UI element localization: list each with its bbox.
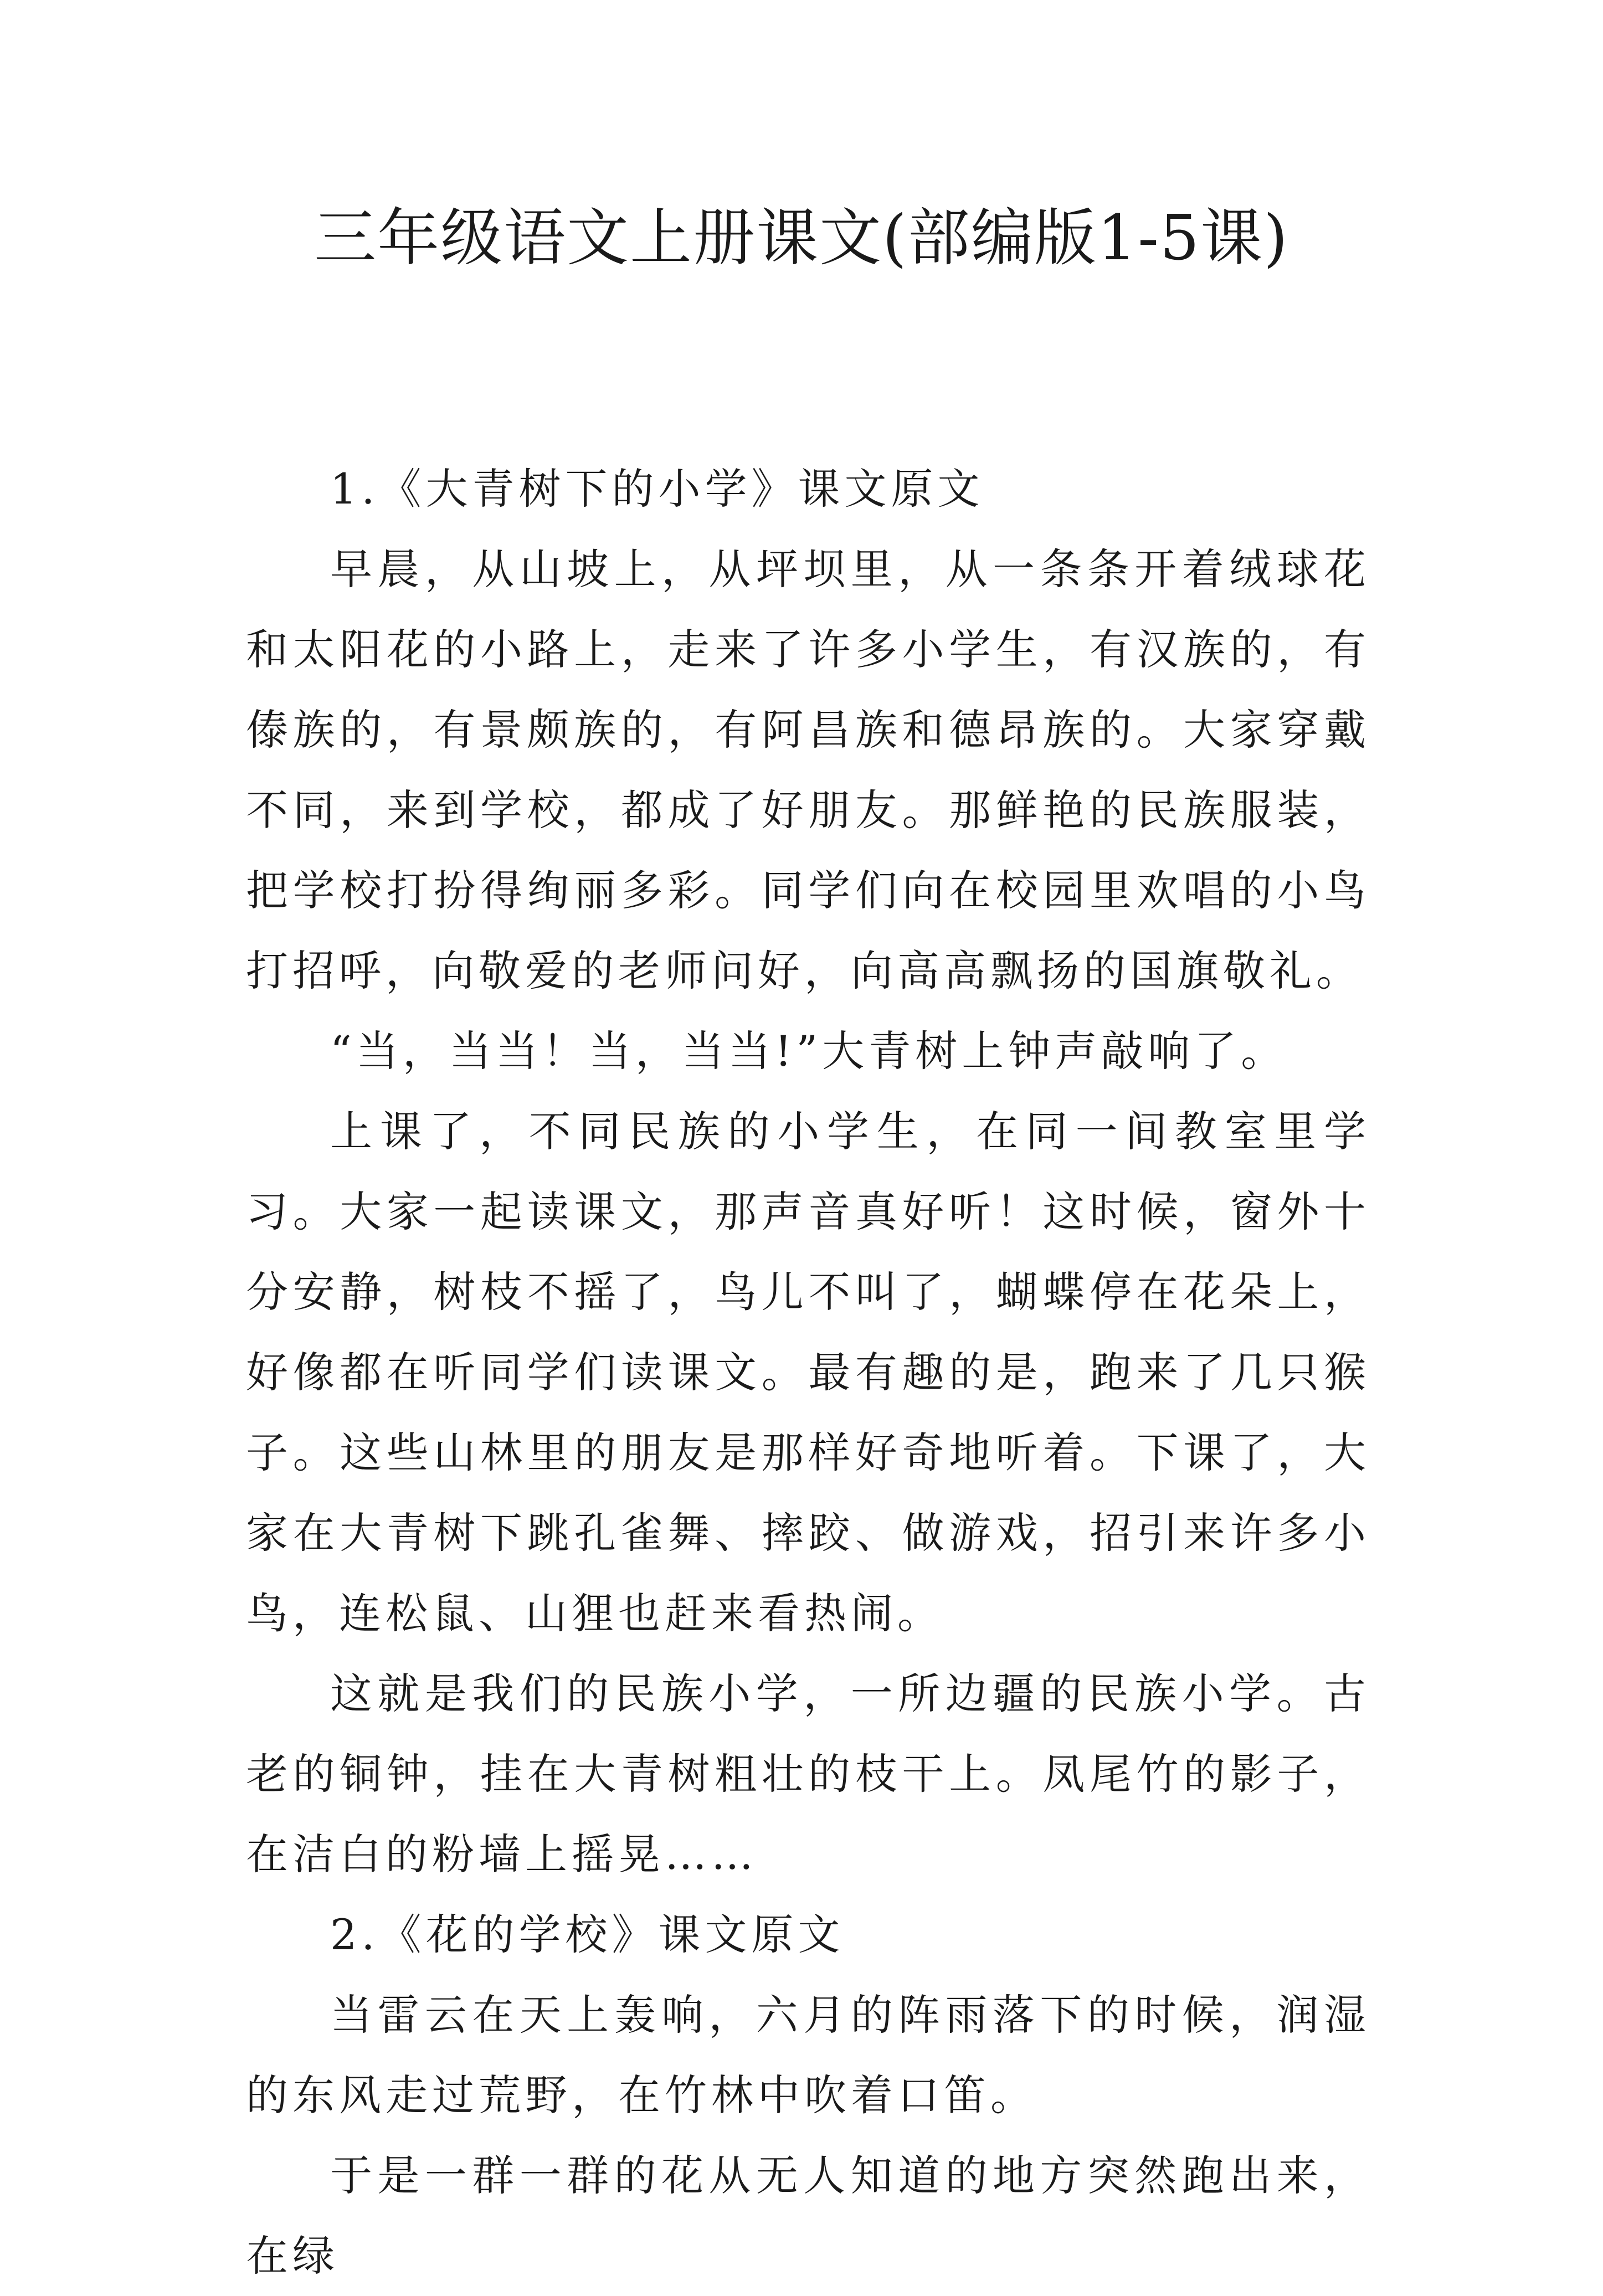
paragraph: 于是一群一群的花从无人知道的地方突然跑出来，在绿 [246,2151,1370,2280]
paragraph: “当，当当！当，当当!”大青树上钟声敲响了。 [330,1026,1288,1076]
paragraph: 当雷云在天上轰响，六月的阵雨落下的时候，润湿的东风走过荒野，在竹林中吹着口笛。 [246,1990,1370,2120]
lesson-heading: 2.《花的学校》课文原文 [330,1910,845,1959]
lesson-heading: 1.《大青树下的小学》课文原文 [330,464,984,513]
document-body [246,449,1370,2296]
paragraph: 这就是我们的民族小学，一所边疆的民族小学。古老的铜钟，挂在大青树粗壮的枝干上。凤尾竹的影子，在洁白的粉墙上摇晃…… [246,1669,1370,1879]
paragraph: 早晨，从山坡上，从坪坝里，从一条条开着绒球花和太阳花的小路上，走来了许多小学生，有汉族的，有傣族的，有景颇族的，有阿昌族和德昂族的。大家穿戴不同，来到学校，都成了好朋友。那鲜艳的民族服装，把学校打扮得绚丽多彩。同学们向在校园里欢唱的小鸟打招呼，向敬爱的老师问好，向高高飘扬的国旗敬礼。 [246,545,1370,995]
document-title: 三年级语文上册课文(部编版1-5课) [314,202,1289,274]
paragraph: 上课了，不同民族的小学生，在同一间教室里学习。大家一起读课文，那声音真好听！这时候，窗外十分安静，树枝不摇了，鸟儿不叫了，蝴蝶停在花朵上，好像都在听同学们读课文。最有趣的是，跑来了几只猴子。这些山林里的朋友是那样好奇地听着。下课了，大家在大青树下跳孔雀舞、摔跤、做游戏，招引来许多小鸟，连松鼠、山狸也赶来看热闹。 [246,1107,1370,1638]
